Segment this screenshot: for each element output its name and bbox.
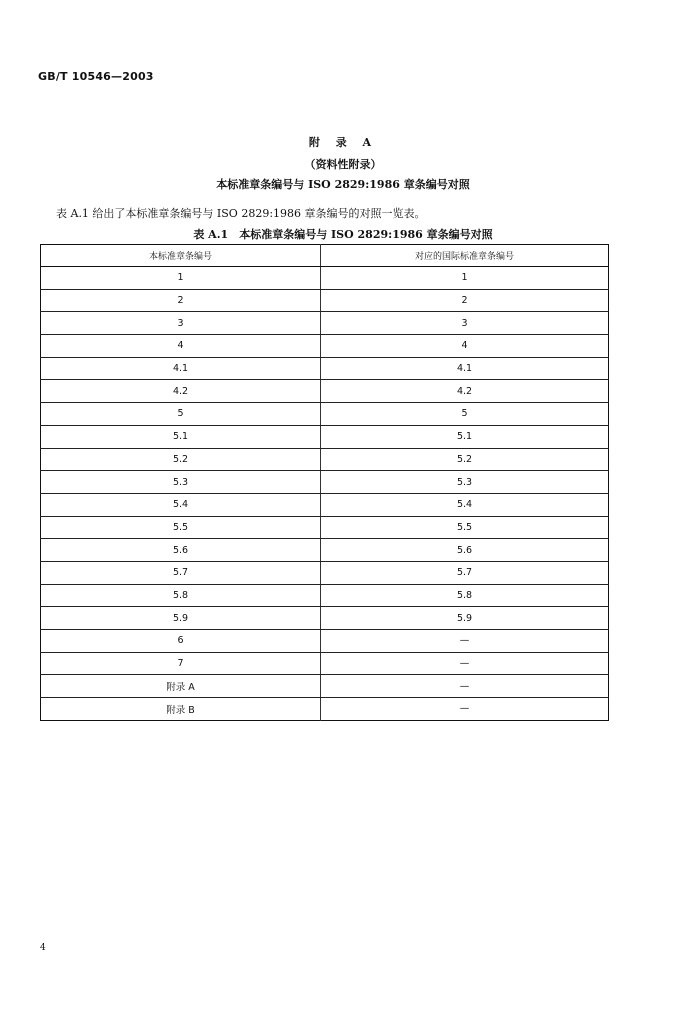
document-header: GB/T 10546—2003 bbox=[38, 70, 154, 83]
table-row bbox=[41, 403, 609, 426]
cell-international-clause: 4.1 bbox=[321, 357, 609, 380]
cell-this-standard-clause: 1 bbox=[41, 267, 321, 290]
table-row bbox=[41, 561, 609, 584]
cell-international-clause: 5.5 bbox=[321, 516, 609, 539]
cell-this-standard-clause: 4 bbox=[41, 335, 321, 358]
cell-this-standard-clause: 2 bbox=[41, 289, 321, 312]
cell-international-clause: 5 bbox=[321, 403, 609, 426]
cell-this-standard-clause: 3 bbox=[41, 312, 321, 335]
cell-this-standard-clause: 5.3 bbox=[41, 471, 321, 494]
cell-international-clause: 5.8 bbox=[321, 584, 609, 607]
annex-subtitle: （资料性附录） bbox=[304, 158, 382, 171]
cell-international-clause: 5.4 bbox=[321, 493, 609, 516]
cell-international-clause: 4 bbox=[321, 335, 609, 358]
cell-international-clause: 5.2 bbox=[321, 448, 609, 471]
cell-international-clause: — bbox=[459, 703, 470, 715]
cell-this-standard-clause: 4.2 bbox=[41, 380, 321, 403]
cell-international-clause: 3 bbox=[321, 312, 609, 335]
cell-international-clause: 5.7 bbox=[321, 561, 609, 584]
table-row bbox=[41, 471, 609, 494]
cell-international-clause: 2 bbox=[321, 289, 609, 312]
table-row bbox=[41, 675, 609, 698]
table-row bbox=[41, 357, 609, 380]
cell-this-standard-clause: 5.5 bbox=[41, 516, 321, 539]
table-row bbox=[41, 607, 609, 630]
cell-this-standard-clause: 5.6 bbox=[41, 539, 321, 562]
table-header-row bbox=[41, 245, 609, 267]
cell-this-standard-clause: 5.4 bbox=[41, 493, 321, 516]
table-row bbox=[41, 698, 609, 721]
table-row bbox=[41, 584, 609, 607]
table-caption: 表 A.1 本标准章条编号与 ISO 2829:1986 章条编号对照 bbox=[193, 228, 493, 241]
cell-international-clause: — bbox=[321, 630, 609, 653]
table-row bbox=[41, 630, 609, 653]
table-row bbox=[41, 539, 609, 562]
cell-this-standard-clause: 5 bbox=[41, 403, 321, 426]
cell-international-clause: 5.1 bbox=[321, 425, 609, 448]
intro-paragraph: 表 A.1 给出了本标准章条编号与 ISO 2829:1986 章条编号的对照一览表。 bbox=[56, 207, 426, 220]
annex-title: 附 录 A bbox=[308, 136, 378, 149]
correspondence-table bbox=[40, 244, 609, 721]
table-row bbox=[41, 425, 609, 448]
table-row bbox=[41, 516, 609, 539]
cell-international-clause: — bbox=[321, 652, 609, 675]
column-header-this-standard: 本标准章条编号 bbox=[41, 245, 321, 267]
page-number: 4 bbox=[40, 943, 46, 953]
cell-this-standard-clause: 5.8 bbox=[41, 584, 321, 607]
correspondence-table-container bbox=[40, 244, 609, 721]
cell-international-clause: 5.9 bbox=[321, 607, 609, 630]
cell-international-clause: — bbox=[321, 675, 609, 698]
table-row bbox=[41, 289, 609, 312]
cell-this-standard-clause: 6 bbox=[41, 630, 321, 653]
cell-this-standard-clause: 附录 A bbox=[41, 675, 321, 698]
cell-international-clause: 5.6 bbox=[321, 539, 609, 562]
table-row bbox=[41, 493, 609, 516]
table-row bbox=[41, 448, 609, 471]
cell-international-clause: 1 bbox=[321, 267, 609, 290]
cell-international-clause: 4.2 bbox=[321, 380, 609, 403]
cell-this-standard-clause: 4.1 bbox=[41, 357, 321, 380]
table-row bbox=[41, 312, 609, 335]
cell-this-standard-clause: 7 bbox=[41, 652, 321, 675]
cell-international-clause: 5.3 bbox=[321, 471, 609, 494]
cell-this-standard-clause: 附录 B bbox=[41, 698, 321, 721]
table-row bbox=[41, 335, 609, 358]
cell-this-standard-clause: 5.1 bbox=[41, 425, 321, 448]
table-row bbox=[41, 380, 609, 403]
cell-this-standard-clause: 5.9 bbox=[41, 607, 321, 630]
table-body bbox=[41, 267, 609, 721]
table-row bbox=[41, 267, 609, 290]
table-row bbox=[41, 652, 609, 675]
column-header-international-standard: 对应的国际标准章条编号 bbox=[321, 245, 609, 267]
cell-this-standard-clause: 5.7 bbox=[41, 561, 321, 584]
cell-this-standard-clause: 5.2 bbox=[41, 448, 321, 471]
annex-heading: 本标准章条编号与 ISO 2829:1986 章条编号对照 bbox=[216, 178, 470, 191]
